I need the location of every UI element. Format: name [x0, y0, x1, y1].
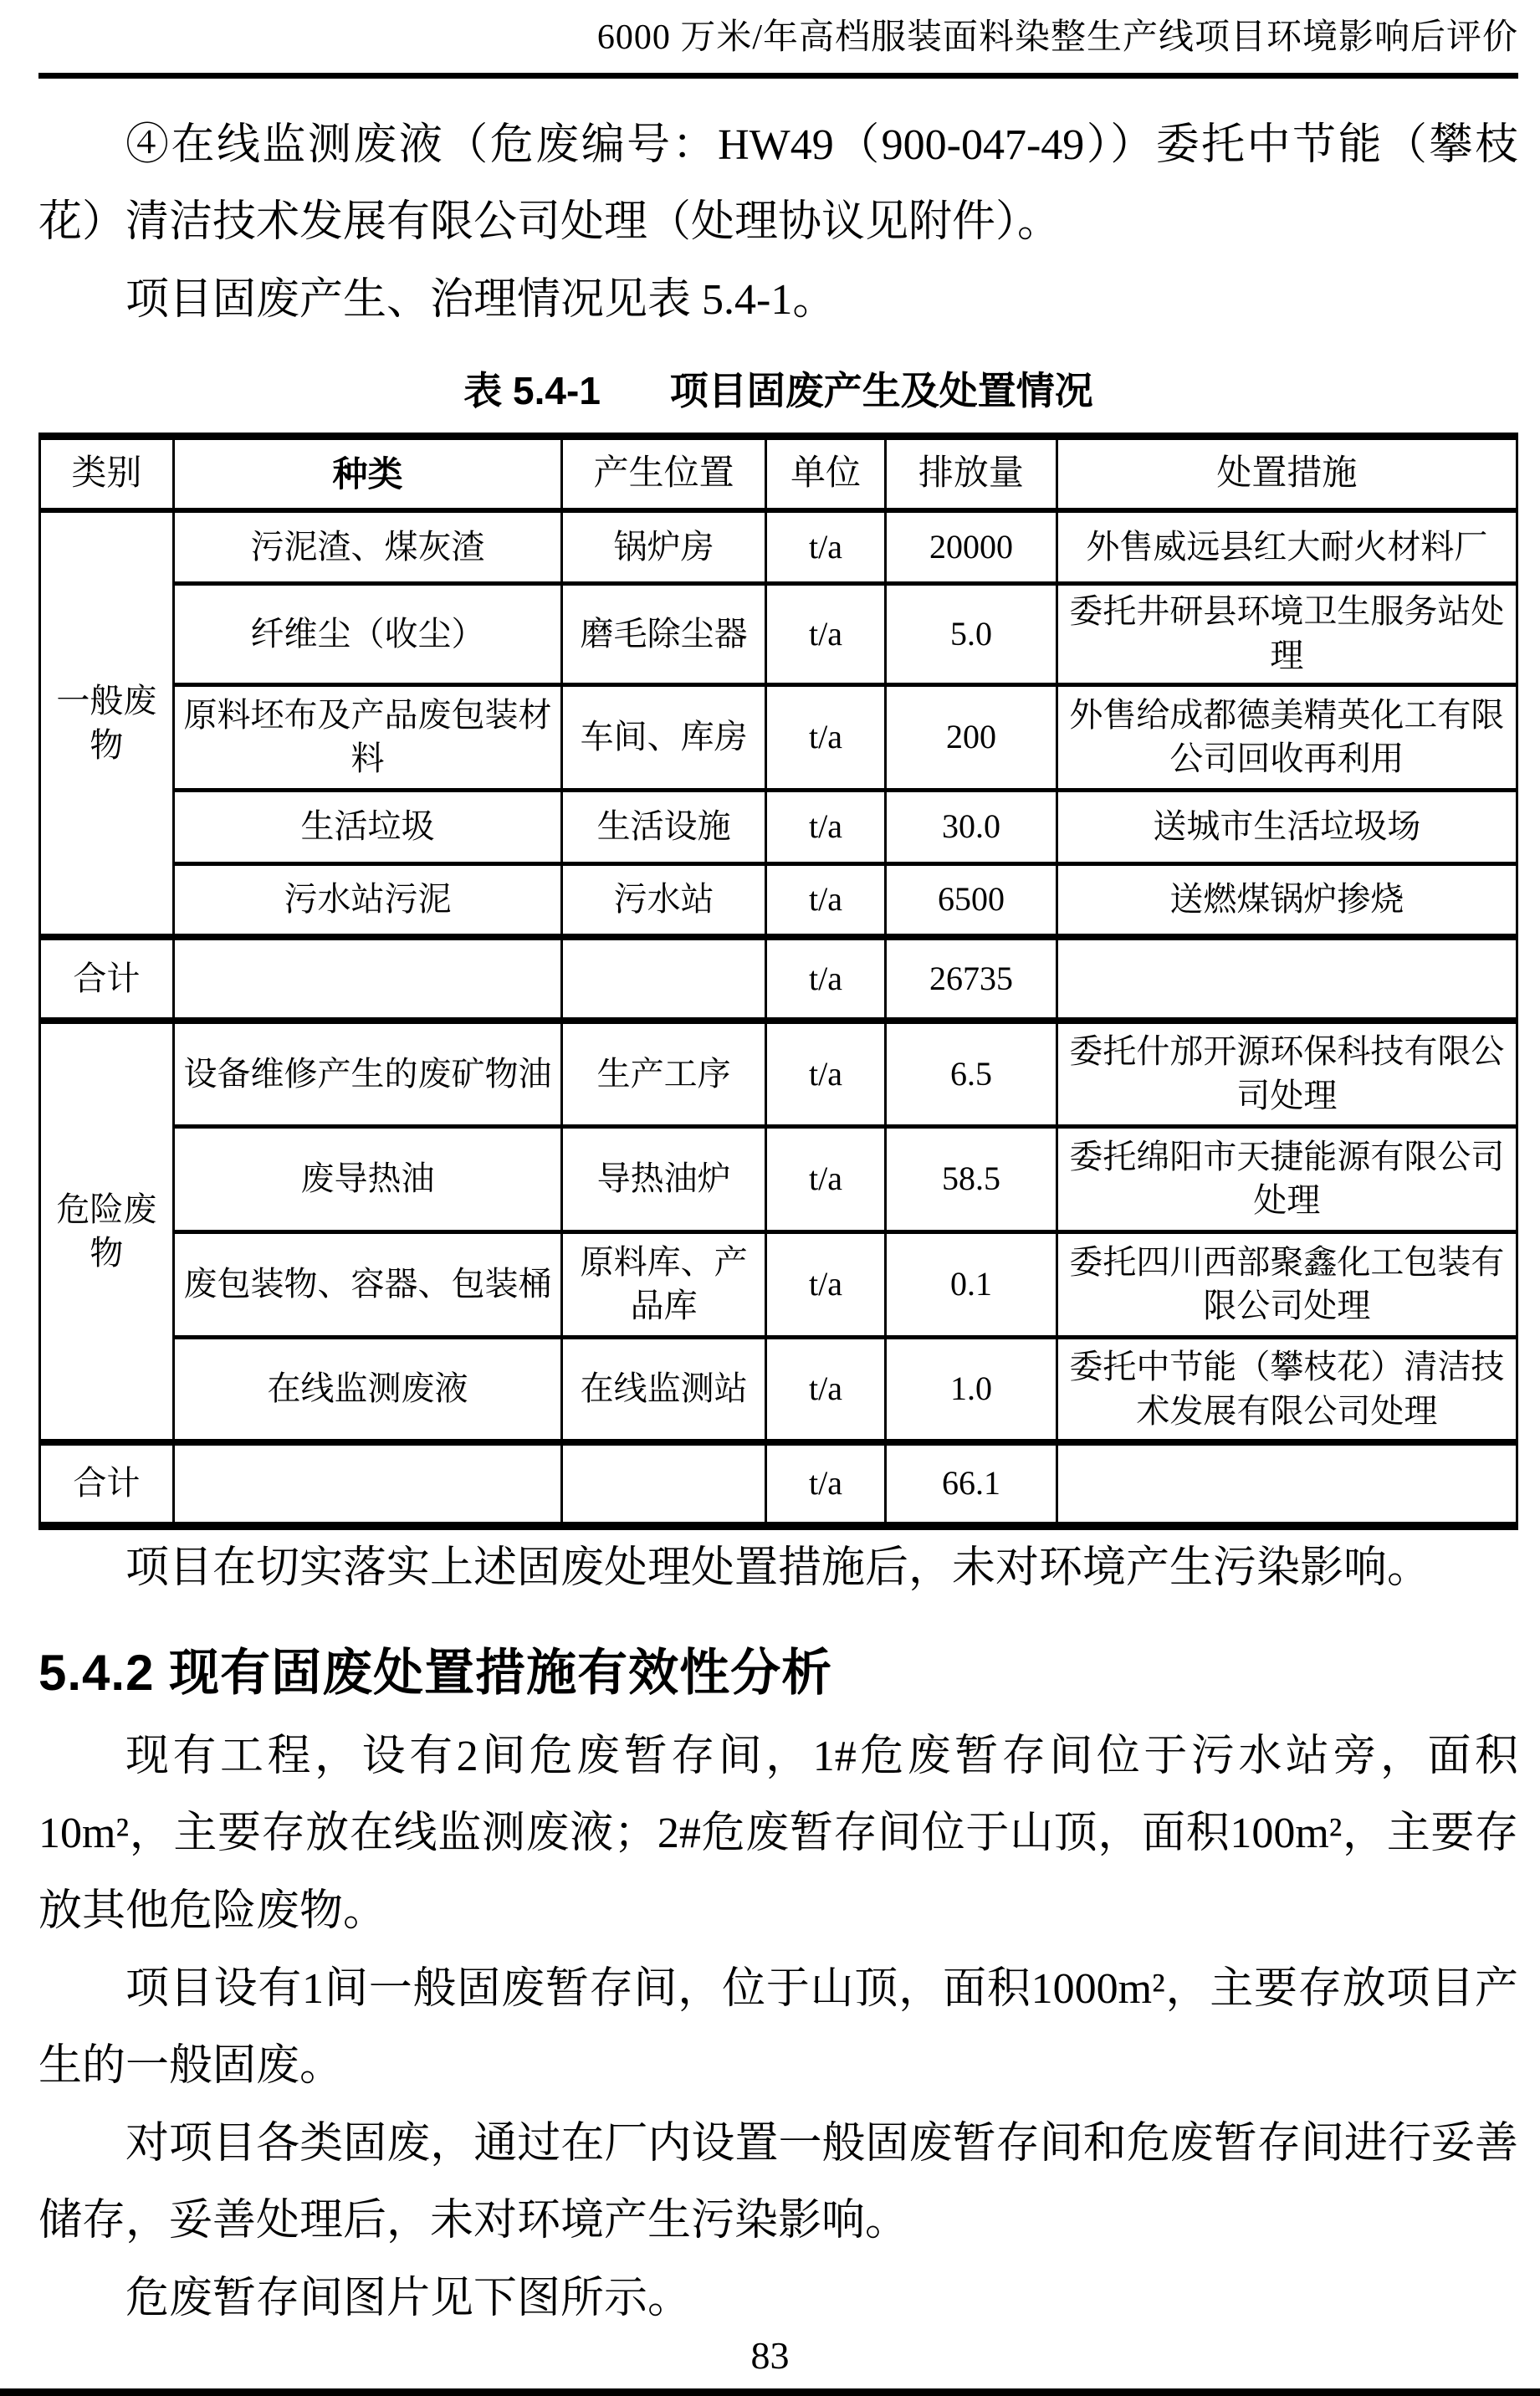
cell-amount: 6500 — [886, 863, 1057, 937]
cell-measure: 委托什邡开源环保科技有限公司处理 — [1057, 1021, 1517, 1126]
cell-location-empty — [562, 937, 766, 1021]
cell-amount: 26735 — [886, 937, 1057, 1021]
cell-kind: 废导热油 — [173, 1126, 561, 1231]
cell-measure: 送燃煤锅炉掺烧 — [1057, 863, 1517, 937]
paragraph-section-4: 危废暂存间图片见下图所示。 — [125, 2274, 692, 2322]
header-divider — [38, 73, 1518, 79]
cell-measure: 外售威远县红大耐火材料厂 — [1057, 510, 1517, 584]
cell-measure-empty — [1057, 937, 1517, 1021]
cell-amount: 20000 — [886, 510, 1057, 584]
table-row-waste-packaging — [40, 1231, 1517, 1337]
cell-location: 磨毛除尘器 — [562, 584, 766, 685]
table-row-fiber-dust — [40, 584, 1517, 685]
cell-unit: t/a — [765, 584, 885, 685]
cell-measure: 委托井研县环境卫生服务站处理 — [1057, 584, 1517, 685]
table-caption — [38, 361, 1518, 416]
cell-amount: 5.0 — [886, 584, 1057, 685]
table-row-total-general — [40, 937, 1517, 1021]
paragraph-section-3: 对项目各类固废，通过在厂内设置一般固废暂存间和危废暂存间进行妥善储存，妥善处理后，未对环境产生污染影响。 — [38, 2119, 1518, 2245]
cell-location-empty — [562, 1442, 766, 1526]
paragraph-intro-1: ④在线监测废液（危废编号：HW49（900-047-49））委托中节能（攀枝花）清洁技术发展有限公司处理（处理协议见附件）。 — [38, 120, 1518, 247]
cell-amount: 1.0 — [886, 1337, 1057, 1442]
page-number: 83 — [750, 2334, 790, 2377]
cell-unit: t/a — [765, 1442, 885, 1526]
cell-category-hazardous: 危险废物 — [40, 1021, 174, 1442]
cell-kind: 污水站污泥 — [173, 863, 561, 937]
table-row-online-monitoring-waste — [40, 1337, 1517, 1442]
cell-kind: 污泥渣、煤灰渣 — [173, 510, 561, 584]
cell-location: 生活设施 — [562, 790, 766, 863]
solid-waste-table — [38, 433, 1518, 1530]
cell-measure: 送城市生活垃圾场 — [1057, 790, 1517, 863]
cell-unit: t/a — [765, 1231, 885, 1337]
paragraph-after-table: 项目在切实落实上述固废处理处置措施后，未对环境产生污染影响。 — [125, 1544, 1431, 1593]
cell-unit: t/a — [765, 790, 885, 863]
cell-unit: t/a — [765, 937, 885, 1021]
cell-location: 车间、库房 — [562, 684, 766, 790]
table-row-waste-heat-oil — [40, 1126, 1517, 1231]
cell-location: 锅炉房 — [562, 510, 766, 584]
table-row-sludge-slag — [40, 510, 1517, 584]
cell-measure: 外售给成都德美精英化工有限公司回收再利用 — [1057, 684, 1517, 790]
section-heading: 5.4.2 现有固废处置措施有效性分析 — [38, 1644, 833, 1701]
cell-kind: 设备维修产生的废矿物油 — [173, 1021, 561, 1126]
cell-amount: 6.5 — [886, 1021, 1057, 1126]
cell-kind: 废包装物、容器、包装桶 — [173, 1231, 561, 1337]
cell-unit: t/a — [765, 1021, 885, 1126]
cell-location: 在线监测站 — [562, 1337, 766, 1442]
cell-measure-empty — [1057, 1442, 1517, 1526]
cell-category-general: 一般废物 — [40, 510, 174, 938]
paragraph-section-1: 现有工程，设有2间危废暂存间，1#危废暂存间位于污水站旁，面积10m²，主要存放在线监测废液；2#危废暂存间位于山顶，面积100m²，主要存放其他危险废物。 — [38, 1732, 1518, 1935]
cell-kind-empty — [173, 1442, 561, 1526]
cell-measure: 委托绵阳市天捷能源有限公司处理 — [1057, 1126, 1517, 1231]
paragraph-intro-2: 项目固废产生、治理情况见表 5.4-1。 — [125, 275, 837, 324]
cell-kind: 在线监测废液 — [173, 1337, 561, 1442]
cell-unit: t/a — [765, 684, 885, 790]
cell-unit: t/a — [765, 1337, 885, 1442]
cell-location: 生产工序 — [562, 1021, 766, 1126]
cell-measure: 委托四川西部聚鑫化工包装有限公司处理 — [1057, 1231, 1517, 1337]
cell-total-label: 合计 — [40, 1442, 174, 1526]
table-caption-title: 项目固废产生及处置情况 — [669, 369, 1093, 413]
paragraph-section-2: 项目设有1间一般固废暂存间，位于山顶，面积1000m²，主要存放项目产生的一般固废。 — [38, 1964, 1518, 2091]
table-caption-label: 表 5.4-1 — [463, 369, 601, 413]
col-header-unit: 单位 — [765, 437, 885, 510]
table-row-packing-material — [40, 684, 1517, 790]
cell-amount: 66.1 — [886, 1442, 1057, 1526]
table-row-total-hazardous — [40, 1442, 1517, 1526]
col-header-category: 类别 — [40, 437, 174, 510]
cell-measure: 委托中节能（攀枝花）清洁技术发展有限公司处理 — [1057, 1337, 1517, 1442]
col-header-kind: 种类 — [173, 437, 561, 510]
cell-unit: t/a — [765, 510, 885, 584]
cell-amount: 200 — [886, 684, 1057, 790]
cell-unit: t/a — [765, 1126, 885, 1231]
cell-amount: 0.1 — [886, 1231, 1057, 1337]
col-header-amount: 排放量 — [886, 437, 1057, 510]
cell-kind: 生活垃圾 — [173, 790, 561, 863]
col-header-location: 产生位置 — [562, 437, 766, 510]
cell-amount: 30.0 — [886, 790, 1057, 863]
footer-divider — [0, 2388, 1540, 2396]
cell-location: 导热油炉 — [562, 1126, 766, 1231]
document-header — [38, 15, 1518, 79]
table-row-domestic-garbage — [40, 790, 1517, 863]
cell-total-label: 合计 — [40, 937, 174, 1021]
table-row-sewage-sludge — [40, 863, 1517, 937]
cell-location: 污水站 — [562, 863, 766, 937]
cell-kind: 原料坯布及产品废包装材料 — [173, 684, 561, 790]
cell-kind-empty — [173, 937, 561, 1021]
cell-kind: 纤维尘（收尘） — [173, 584, 561, 685]
header-title: 6000 万米/年高档服装面料染整生产线项目环境影响后评价 — [596, 18, 1518, 57]
col-header-measure: 处置措施 — [1057, 437, 1517, 510]
table-header-row — [40, 437, 1517, 510]
cell-location: 原料库、产品库 — [562, 1231, 766, 1337]
table-row-waste-mineral-oil — [40, 1021, 1517, 1126]
cell-unit: t/a — [765, 863, 885, 937]
cell-amount: 58.5 — [886, 1126, 1057, 1231]
